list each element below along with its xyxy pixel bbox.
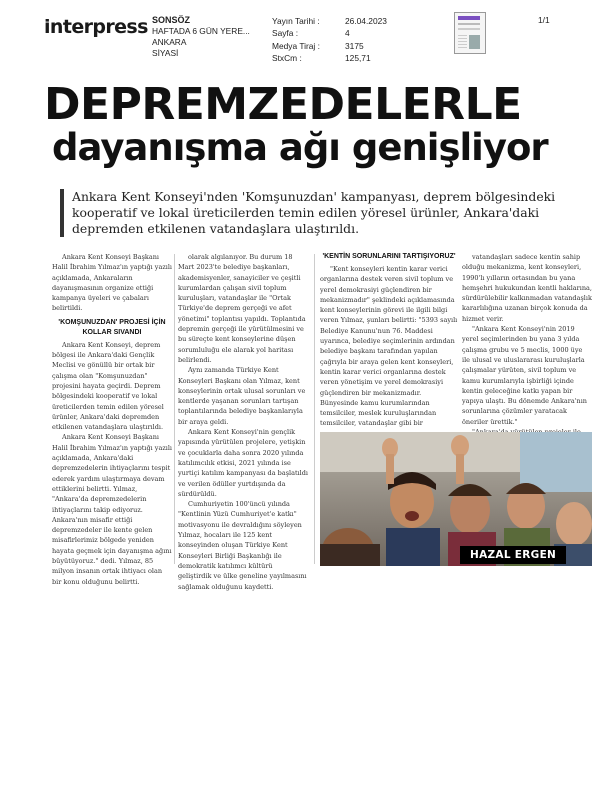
page-thumbnail[interactable]	[454, 12, 486, 54]
article-summary: Ankara Kent Konseyi'nden 'Komşunuzdan' kampanyası, deprem bölgesindeki kooperatif ve lokal üreticilerden temin edilen yöresel ürünler, Ankara'daki depremden etkilenen vatandaşlara ulaştırıldı.	[72, 189, 556, 236]
paragraph: Cumhuriyetin 100'üncü yılında "Kentlinin Yüzü Cumhuriyet'e katkı" motivasyonu ile devraldığını söyleyen Yılmaz, hocaları ile 125 kent konseyinden oluşan Türkiye Kent Konseyleri Birliği Başkanlığı ile demokratik katılımcı kültürü geliştirdik ve ülke geneline yayılmasını sağlamak olduğunu kaydetti.	[178, 500, 307, 591]
value-page: 4	[345, 28, 350, 39]
meta-values	[345, 15, 387, 64]
value-date: 26.04.2023	[345, 16, 387, 26]
column-divider	[174, 254, 175, 564]
label-page: Sayfa :	[272, 28, 299, 39]
column-1	[52, 252, 172, 587]
category: SİYASİ	[152, 48, 179, 58]
value-stxcm: 125,71	[345, 52, 371, 63]
paragraph: "Kent konseyleri kentin karar verici organlarına destek veren sivil toplum ve yerel demokrasiyi güçlendiren bir mekanizmadır" şeklindeki açıklamasında kent konseylerinin görevi ile ilgili bilgi veren Yılmaz, şunları belirtti: "5393 sayılı Belediye Kanunu'nun 76. Maddesi uyarınca, belediye seçimlerinin ardından belediye başkanı tarafından yapılan çağrıyla bir araya gelen kent konseyleri, kentin karar verici organlarına destek veren yönetişim ve yerel demokrasiyi güçlendiren bir mekanizmadır. Bünyesinde kamu kurumlarından temsilciler, meslek kuruluşlarından temsilciler, vatandaşlar gibi bir	[320, 265, 458, 428]
paragraph: olarak algılanıyor. Bu durum 18 Mart 2023'te belediye başkanları, akademisyenler, sanayiciler ve çeşitli kurumlardan çalışan sivil toplum kuruluşları, vatandaşlar ile "Ortak Türkiye'de deprem gerçeği ve afet yönetimi" toplantısı yapıldı. Toplantıda depremin gerçeği ile yürütülmesini ve bu süreçte kent konseylerine düşen sorumluluğu ele alarak yol haritası belirlendi.	[178, 253, 306, 364]
value-circulation: 3175	[345, 40, 364, 51]
label-stxcm: StxCm :	[272, 52, 302, 63]
city: ANKARA	[152, 37, 187, 47]
paragraph: "Ankara Kent Konseyi'nin 2019 yerel seçimlerinden bu yana 3 yılda çalışma grubu ve 5 meclis, 1000 üye ile ulusal ve uluslararası kuruluşlarla çalışmalar yürüten, sivil toplum ve kamu kurumlarıyla işbirliği içinde kentin geleceğine katkı yapan bir yapıya ulaştı. Bu dönemde Ankara'nın sorunlarına çözümler yaratacak öneriler ürettik."	[462, 325, 587, 426]
paragraph: Ankara Kent Konseyi Başkanı Halil İbrahim Yılmaz'ın yaptığı yazılı açıklamada, Ankaraların dayanışmasının organize ettiği kampanya üyeleri ve çabaları belirtildi.	[52, 253, 172, 313]
paragraph: Ankara Kent Konseyi'nin gençlik yapısında yürütülen projelere, yetişkin ve çocuklarla daha sonra 2020 yılında katılımcılık etkisi, 2021 yılında ise yurtiçi katılım kampanyası da başlatıldı ve verilen ödüller yurtdışında da sürdürüldü.	[178, 428, 308, 498]
paragraph: vatandaşları sadece kentin sahip olduğu mekanizma, kent konseyleri, 1990'lı yılların ortasından bu yana hemşehri hukukundan kentli haklarına, sürdürülebilir kalkınmadan vatandaşlık kararlılığına uzanan birçok konuda da hizmet verir.	[462, 253, 592, 323]
headline-sub: dayanışma ağı genişliyor	[52, 126, 548, 169]
publication-info	[152, 15, 250, 59]
photo-credit: HAZAL ERGEN	[460, 546, 566, 564]
label-date: Yayın Tarihi :	[272, 16, 320, 26]
source-name: SONSÖZ	[152, 15, 191, 25]
subheading: 'KOMŞUNUZDAN' PROJESİ İÇİN KOLLAR SIVANDI	[58, 318, 166, 336]
interpress-logo: interpress	[44, 16, 148, 38]
summary-bar	[60, 189, 64, 237]
column-divider	[314, 254, 315, 564]
meta-labels	[272, 15, 320, 64]
label-circulation: Medya Tiraj :	[272, 40, 320, 51]
paragraph: Ankara Kent Konseyi, deprem bölgesi ile Ankara'daki Gençlik Meclisi ve gönüllü bir ortak bir çalışma olan "Komşunuzdan" projesini hayata geçirdi. Deprem bölgesindeki kooperatif ve lokal üreticilerden temin edilen yöresel ürünler, Ankara'daki depremden etkilenen vatandaşlara ulaştırıldı.	[52, 340, 164, 432]
headline-main: DEPREMZEDELERLE	[44, 79, 522, 130]
column-3	[320, 252, 458, 429]
column-2	[178, 252, 308, 592]
subheading: 'KENTİN SORUNLARINI TARTIŞIYORUZ'	[322, 253, 456, 260]
frequency: HAFTADA 6 GÜN YERE...	[152, 26, 250, 36]
paragraph: Aynı zamanda Türkiye Kent Konseyleri Başkanı olan Yılmaz, kent konseylerinin ortak ulusal sorunları ve kentlerde yaşanan sorunları tartışan toplantılarında belediye başkanlarıyla bir araya geldi.	[178, 366, 306, 426]
paragraph: Ankara Kent Konseyi Başkanı Halil İbrahim Yılmaz'ın yaptığı yazılı açıklamada, Ankara'daki depremzedelerin ihtiyaçlarını tespit ederek yardım ulaştırmaya devam ettiklerini belirtti. Yılmaz, "Ankara'da depremzedelerin ihtiyaçlarını takip ediyoruz. Ankara'nın misafir ettiği depremzedeler ile kente gelen misafirlerimiz bölgede yeniden hayata geçmek için dayanışma ağını büyütüyoruz." dedi. Yılmaz, 85 milyon insanın ortak ihtiyacı olan bir konu olduğunu belirtti.	[52, 433, 172, 586]
page-count: 1/1	[538, 15, 550, 25]
